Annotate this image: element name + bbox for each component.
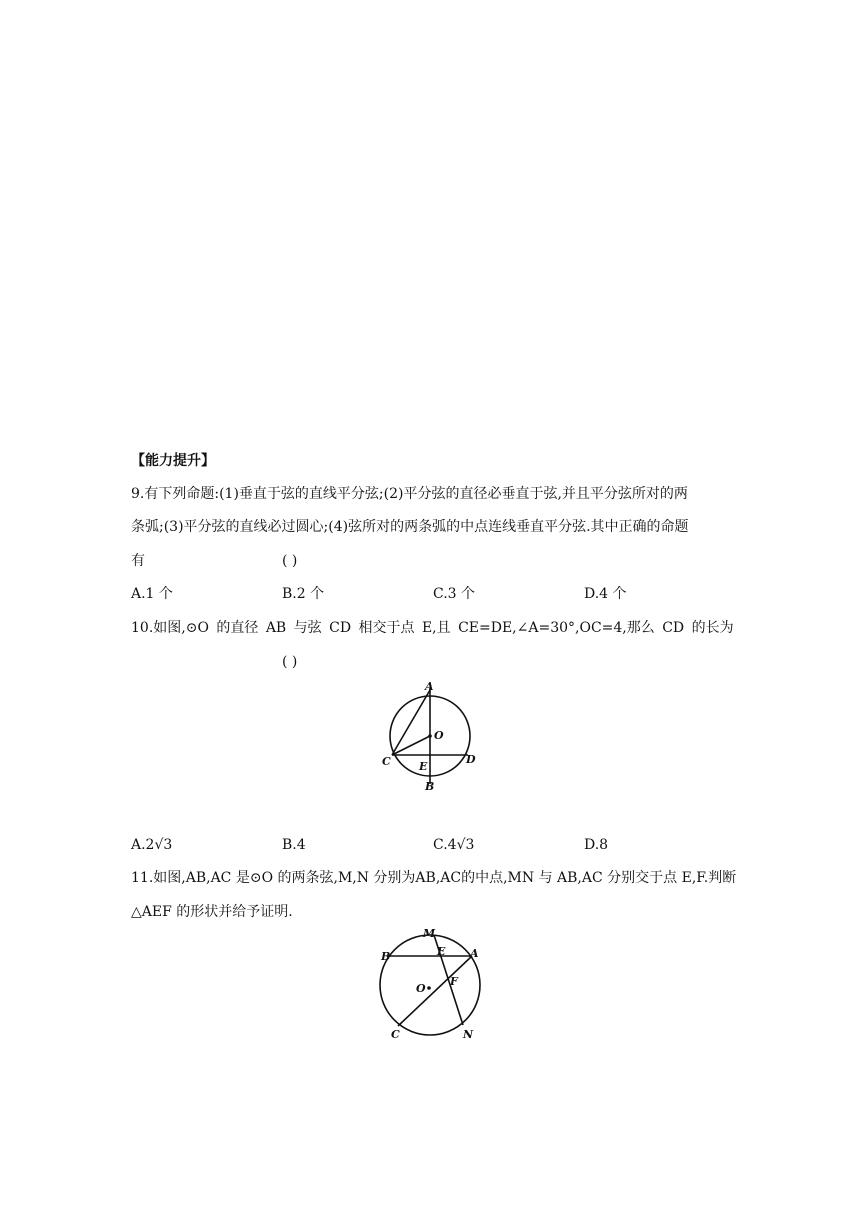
q9-text-line-1: 9.有下列命题:(1)垂直于弦的直线平分弦;(2)平分弦的直径必垂直于弦,并且平分弦所对的两 (131, 486, 688, 502)
q11-label-f: F (450, 975, 458, 988)
q10-answer-bracket: ( ) (282, 654, 298, 670)
q9-option-b: B.2 个 (282, 586, 325, 602)
q10-center-dot (428, 734, 432, 738)
q10-option-c: C.4√3 (433, 837, 475, 853)
q11-label-a: A (470, 947, 479, 960)
q9-option-a: A.1 个 (131, 586, 173, 602)
q9-text-line-3: 有 (131, 553, 145, 569)
q10-option-d: D.8 (584, 837, 609, 853)
q10-circle-figure (372, 678, 492, 794)
q10-label-o: O (434, 729, 444, 742)
q11-center-dot (427, 986, 431, 990)
q10-label-a: A (425, 680, 434, 693)
q11-label-b: B (381, 950, 391, 963)
q11-chord-ac (398, 956, 472, 1026)
section-title: 【能力提升】 (131, 453, 215, 469)
q11-circle-figure (370, 922, 490, 1042)
q11-label-c: C (391, 1028, 400, 1041)
q10-label-c: C (382, 755, 391, 768)
q10-label-d: D (466, 753, 476, 766)
q11-label-m: M (423, 927, 436, 940)
q10-text-line-1: 10.如图,⊙O 的直径 AB 与弦 CD 相交于点 E,且 CE=DE,∠A=30°,OC=4,那么 CD 的长为 (131, 620, 734, 636)
q9-text-line-2: 条弧;(3)平分弦的直线必过圆心;(4)弦所对的两条弧的中点连线垂直平分弦.其中正确的命题 (131, 519, 689, 535)
q11-circle (380, 935, 480, 1035)
q11-text-line-1: 11.如图,AB,AC 是⊙O 的两条弦,M,N 分别为AB,AC的中点,MN 与 AB,AC 分别交于点 E,F.判断 (131, 870, 737, 886)
q11-label-e: E (437, 945, 446, 958)
q9-answer-bracket: ( ) (282, 553, 298, 569)
q11-text-line-2: △AEF 的形状并给予证明. (131, 904, 293, 920)
q9-option-d: D.4 个 (584, 586, 627, 602)
q9-option-c: C.3 个 (433, 586, 476, 602)
q10-label-e: E (419, 760, 428, 773)
q11-label-o: O (416, 982, 426, 995)
q10-option-a: A.2√3 (131, 837, 173, 853)
q10-label-b: B (425, 780, 435, 793)
q11-label-n: N (463, 1028, 474, 1041)
q10-option-b: B.4 (282, 837, 306, 853)
